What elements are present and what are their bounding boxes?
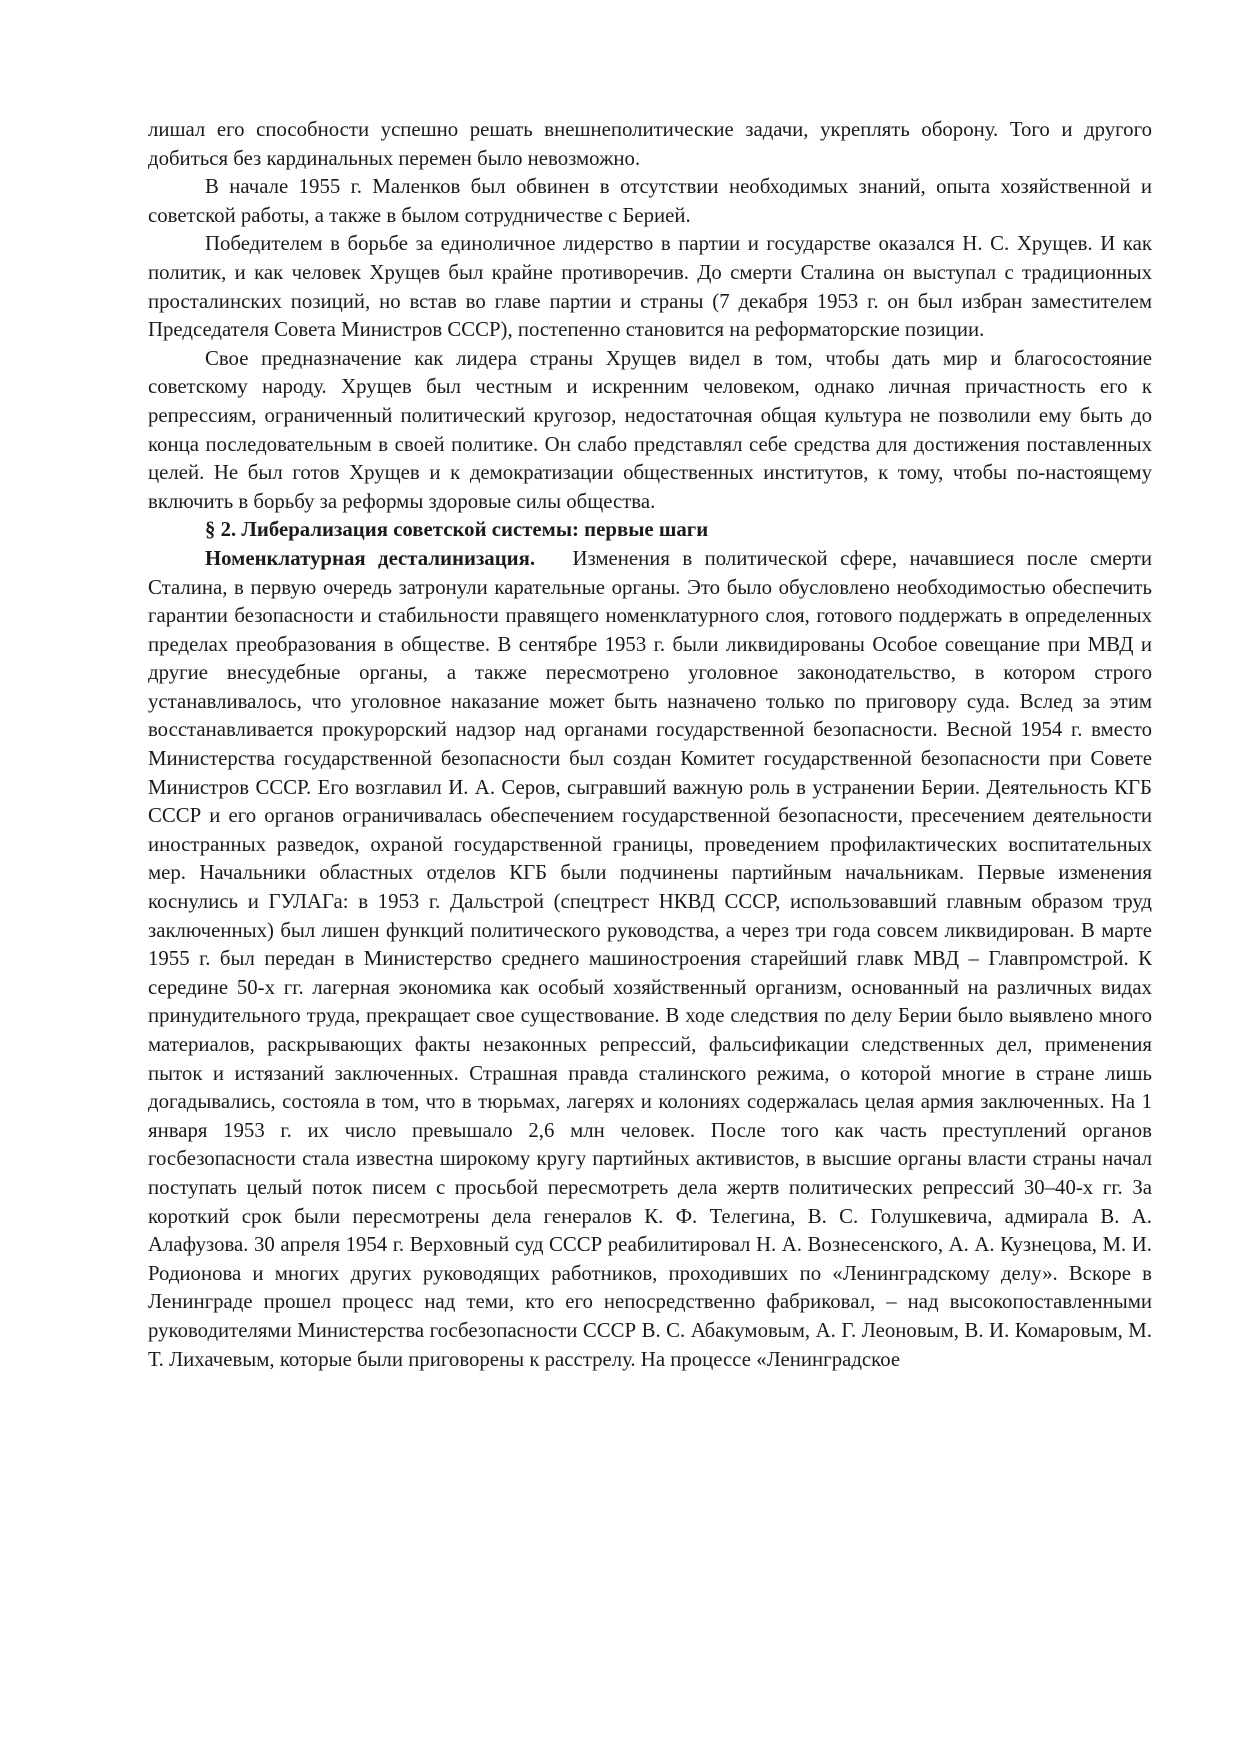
subsection-body: Изменения в политической сфере, начавшиеся после смерти Сталина, в первую очередь затронули карательные органы. Это было обусловлено необходимостью обеспечить гарантии безопасности и стабильности правящего номенклатурного слоя, готового поддержать в определенных пределах преобразования в обществе. В сентябре 1953 г. были ликвидированы Особое совещание при МВД и другие внесудебные органы, а также пересмотрено уголовное законодательство, в котором строго устанавливалось, что уголовное наказание может быть назначено только по приговору суда. Вслед за этим восстанавливается прокурорский надзор над органами государственной безопасности. Весной 1954 г. вместо Министерства государственной безопасности был создан Комитет государственной безопасности при Совете Министров СССР. Его возглавил И. А. Серов, сыгравший важную роль в устранении Берии. Деятельность КГБ СССР и его органов ограничивалась обеспечением государственной безопасности, пресечением деятельности иностранных разведок, охраной государственной границы, проведением профилактических воспитательных мер. Начальники областных отделов КГБ были подчинены партийным начальникам. Первые изменения коснулись и ГУЛАГа: в 1953 г. Дальстрой (спецтрест НКВД СССР, использовавший главным образом труд заключенных) был лишен функций политического руководства, а через три года совсем ликвидирован. В марте 1955 г. был передан в Министерство среднего машиностроения старейший главк МВД – Главпромстрой. К середине 50-х гг. лагерная экономика как особый хозяйственный организм, основанный на различных видах принудительного труда, прекращает свое существование. В ходе следствия по делу Берии было выявлено много материалов, раскрывающих факты незаконных репрессий, фальсификации следственных дел, применения пыток и истязаний заключенных. Страшная правда сталинского режима, о которой многие в стране лишь догадывались, состояла в том, что в тюрьмах, лагерях и колониях содержалась целая армия заключенных. На 1 января 1953 г. их число превышало 2,6 млн человек. После того как часть преступлений органов госбезопасности стала известна широкому кругу партийных активистов, в высшие органы власти страны начал поступать целый поток писем с просьбой пересмотреть дела жертв политических репрессий 30–40-х гг. За короткий срок были пересмотрены дела генералов К. Ф. Телегина, В. С. Голушкевича, адмирала В. А. Алафузова. 30 апреля 1954 г. Верховный суд СССР реабилитировал Н. А. Вознесенского, А. А. Кузнецова, М. И. Родионова и многих других руководящих работников, проходивших по «Ленинградскому делу». Вскоре в Ленинграде прошел процесс над теми, кто его непосредственно фабриковал, – над высокопоставленными руководителями Министерства госбезопасности СССР В. С. Абакумовым, А. Г. Леоновым, В. И. Комаровым, М. Т. Лихачевым, которые были приговорены к расстрелу. На процессе «Ленинградское — [148, 546, 1152, 1371]
paragraph-2: В начале 1955 г. Маленков был обвинен в отсутствии необходимых знаний, опыта хозяйственной и советской работы, а также в былом сотрудничестве с Берией. — [148, 175, 1152, 227]
paragraph-3: Победителем в борьбе за единоличное лидерство в партии и государстве оказался Н. С. Хрущев. И как политик, и как человек Хрущев был крайне противоречив. До смерти Сталина он выступал с традиционных просталинских позиций, но встав во главе партии и страны (7 декабря 1953 г. он был избран заместителем Председателя Совета Министров СССР), постепенно становится на реформаторские позиции. — [148, 232, 1152, 342]
section-heading: § 2. Либерализация советской системы: первые шаги — [205, 518, 709, 542]
document-page — [148, 116, 1152, 1374]
paragraph-4: Свое предназначение как лидера страны Хрущев видел в том, чтобы дать мир и благосостояние советскому народу. Хрущев был честным и искренним человеком, однако личная причастность его к репрессиям, ограниченный политический кругозор, недостаточная общая культура не позволили ему быть до конца последовательным в своей политике. Он слабо представлял себе средства для достижения поставленных целей. Не был готов Хрущев и к демократизации общественных институтов, к тому, чтобы по-настоящему включить в борьбу за реформы здоровые силы общества. — [148, 346, 1152, 513]
paragraph-1: лишал его способности успешно решать внешнеполитические задачи, укреплять оборону. Того и другого добиться без кардинальных перемен было невозможно. — [148, 118, 1152, 170]
subsection-title: Номенклатурная десталинизация. — [205, 546, 536, 570]
subsection-paragraph — [148, 545, 1152, 1374]
